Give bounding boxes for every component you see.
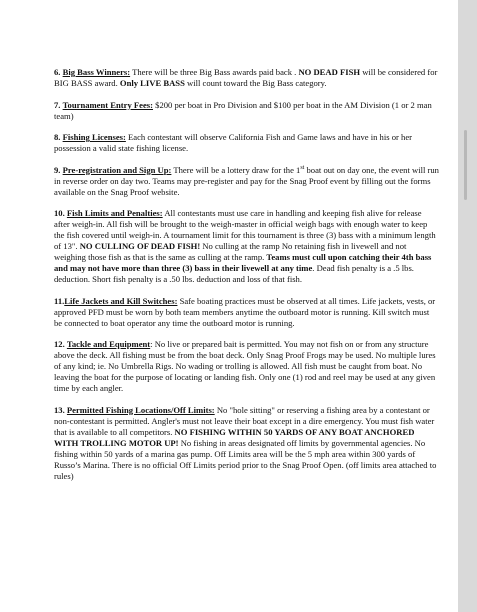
rule-13-title: Permitted Fishing Locations/Off Limits: — [66, 404, 215, 415]
rule-9-title: Pre-registration and Sign Up: — [62, 164, 172, 175]
rule-7 — [54, 100, 439, 122]
rule-10-text-3: . Dead fish penalty is a .5 lbs. deduction. Short fish penalty is a .50 lbs. deduction and loss of that fish. — [54, 263, 414, 284]
rule-12-number: 12. — [54, 339, 65, 349]
rule-6-title: Big Bass Winners: — [62, 67, 131, 77]
rule-11-title: Life Jackets and Kill Switches: — [64, 295, 178, 306]
rule-11-number: 11. — [54, 295, 65, 306]
rule-9-superscript: st — [300, 164, 305, 171]
rule-6-text-1: There will be three Big Bass awards paid back . — [130, 67, 299, 77]
rule-9 — [54, 165, 439, 198]
rule-9-text-2: boat out on day one, the event will run in reverse order on day two. Teams may pre-register and pay for the Snag Proof event by filling out the forms available on the Snag Proof website. — [54, 164, 439, 197]
rule-9-text-1: There will be a lottery draw for the 1 — [171, 164, 301, 175]
rule-8-text-1: Each contestant will observe California Fish and Game laws and have in his or her possession a valid state fishing license. — [54, 132, 413, 153]
rule-6-text-3: will count toward the Big Bass category. — [184, 78, 327, 88]
rule-13-text-1: No "hole sitting" or reserving a fishing area by a contestant or non-contestant is permitted. Angler's must not leave their boat except in a dire emergency. You must fish water that is available to all competitors. — [54, 404, 435, 437]
rule-13-bold-1: NO FISHING WITHIN 50 YARDS OF ANY BOAT ANCHORED WITH TROLLING MOTOR UP! — [54, 426, 415, 448]
rule-12-title: Tackle and Equipment — [66, 339, 151, 349]
rule-6 — [54, 67, 439, 89]
rule-6-bold-2: Only LIVE BASS — [119, 78, 185, 88]
rule-9-number: 9. — [54, 164, 61, 175]
rule-11-text-1: Safe boating practices must be observed at all times. Life jackets, vests, or approved PFD must be worn by both team members anytime the outboard motor is running. Kill switch must be connected to boat operator any time the outboard motor is running. — [54, 295, 436, 328]
rules-content — [54, 67, 439, 492]
rule-6-number: 6. — [54, 67, 61, 77]
rule-10-text-1: All contestants must use care in handling and keeping fish alive for release after weigh-in. All fish will be brought to the weigh-master in official weigh bags with enough water to keep the fish covered until weigh-in. A tournament limit for this tournament is three (3) bass with a minimum length of 13". — [54, 208, 436, 251]
rule-13-text-2: No fishing in areas designated off limits by governmental agencies. No fishing within 50 yards of a marina gas pump. Off Limits area will be the 5 mph area within 300 yards of Russo’s Marina. There is no official Off Limits period prior to the Snag Proof Open. (off limits area attached to rules) — [54, 437, 437, 481]
rule-10-bold-1: NO CULLING OF DEAD FISH! — [79, 241, 201, 251]
rule-13 — [54, 405, 439, 482]
rule-10-title: Fish Limits and Penalties: — [66, 208, 163, 218]
rule-10-number: 10. — [54, 208, 65, 218]
rule-7-title: Tournament Entry Fees: — [62, 99, 153, 110]
rule-11 — [54, 296, 439, 329]
rule-6-text-2: will be considered for BIG BASS award. — [54, 67, 438, 88]
rule-10-text-2: No culling at the ramp No retaining fish in livewell and not weighing those fish as that is the same as culling at the ramp. — [54, 241, 407, 262]
rule-12-text-1: : No live or prepared bait is permitted. You may not fish on or from any structure above the deck. All fishing must be from the boat deck. Only Snag Proof Frogs may be used. No multiple lures of any kind; ie. No Umbrella Rigs. No wading or trolling is allowed. All fish must be caught from boat. No leaving the boat for the purpose of locating or landing fish. Only one (1) rod and reel may be used at any given time by each angler. — [54, 339, 436, 393]
rule-12 — [54, 339, 439, 394]
rule-7-number: 7. — [54, 99, 61, 110]
rule-6-bold-1: NO DEAD FISH — [298, 67, 361, 77]
rule-8-number: 8. — [54, 132, 61, 142]
rule-10-bold-2: Teams must cull upon catching their 4th bass and may not have more than three (3) bass in their livewell at any time — [54, 252, 432, 273]
rule-10 — [54, 208, 439, 285]
scrollbar-thumb[interactable] — [464, 130, 467, 200]
rule-7-text-1: $200 per boat in Pro Division and $100 per boat in the AM Division (1 or 2 man team) — [54, 99, 432, 121]
rule-8-title: Fishing Licenses: — [62, 132, 126, 142]
rule-8 — [54, 132, 439, 154]
rule-13-number: 13. — [54, 404, 65, 415]
